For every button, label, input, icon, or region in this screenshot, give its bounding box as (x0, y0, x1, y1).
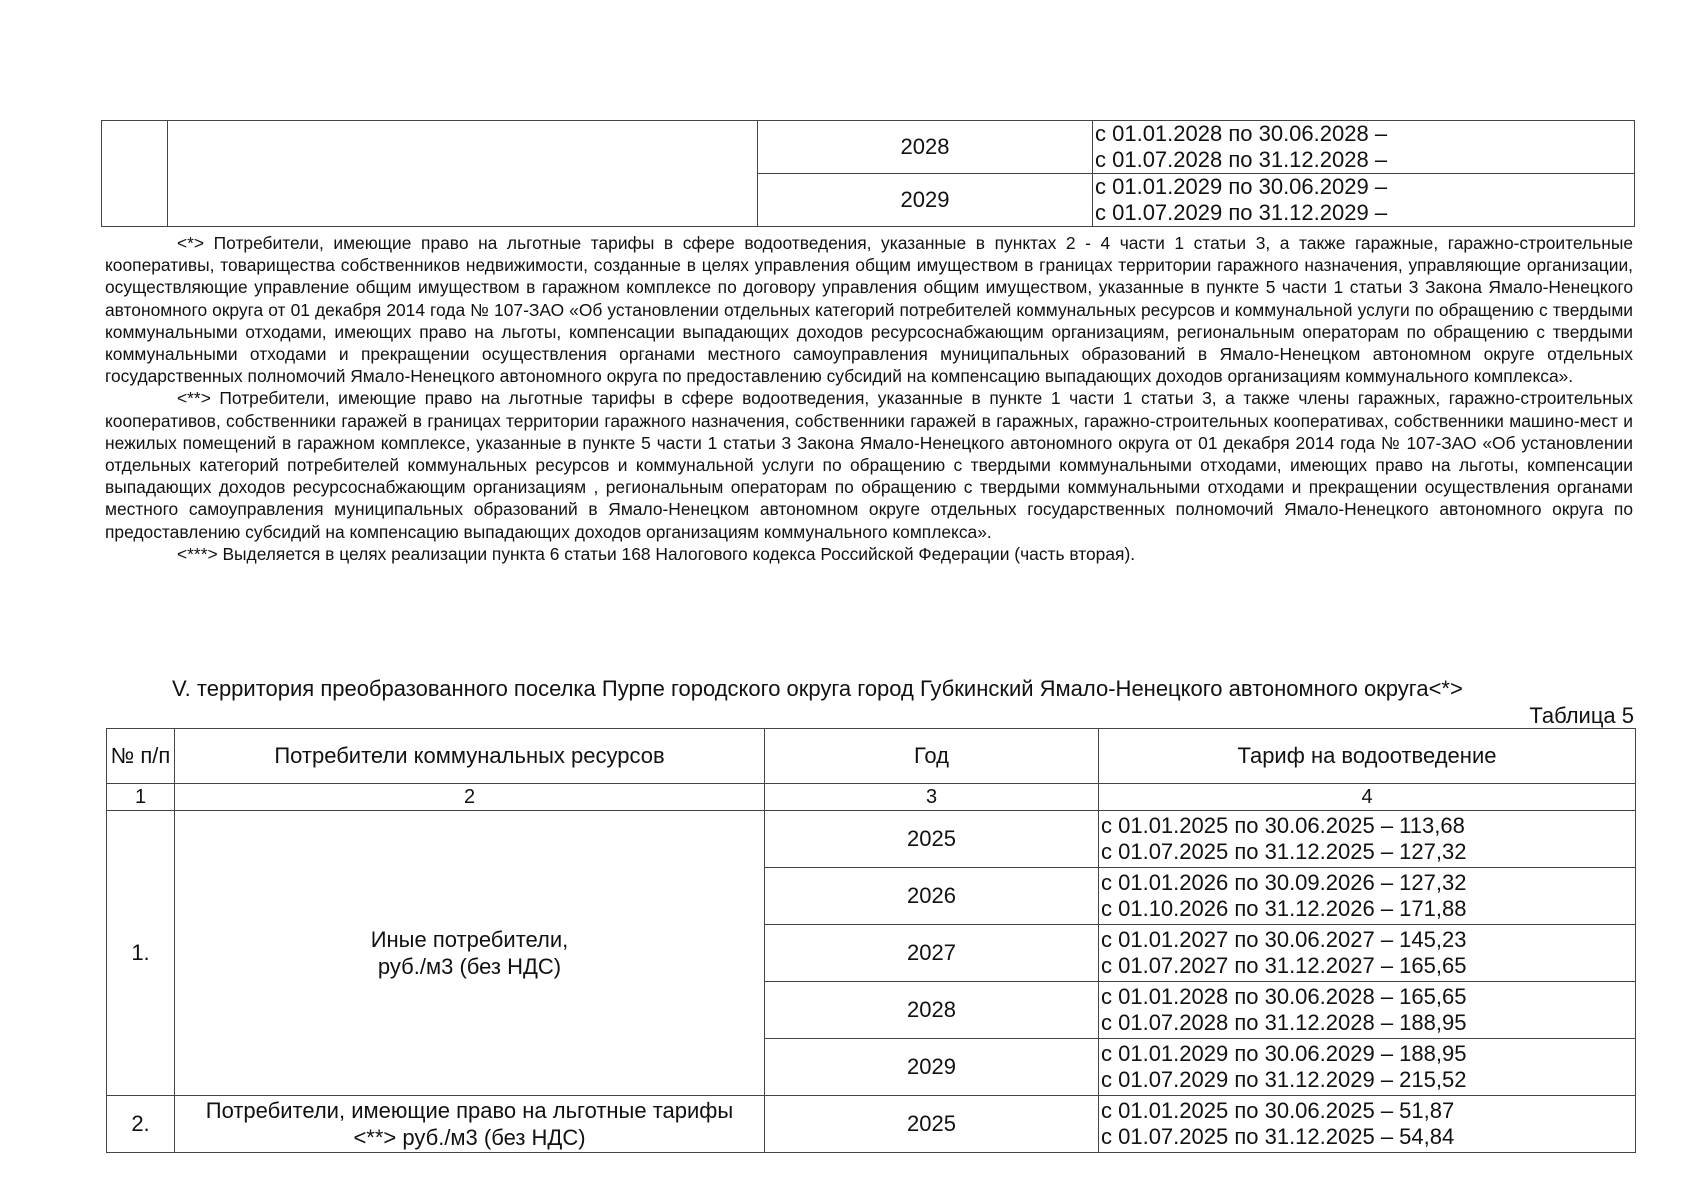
consumer-line: Иные потребители, (370, 927, 569, 952)
row-number: 1. (107, 811, 175, 1096)
year-cell: 2029 (758, 174, 1093, 227)
tariff-period-line: с 01.07.2028 по 31.12.2028 – (1095, 147, 1388, 172)
column-index: 1 (107, 784, 175, 811)
tariff-period-line: с 01.07.2029 по 31.12.2029 – 215,52 (1101, 1067, 1467, 1092)
tariff-period-line: с 01.01.2025 по 30.06.2025 – 113,68 (1101, 813, 1465, 838)
year-cell: 2029 (765, 1039, 1099, 1096)
consumer-line: <**> руб./м3 (без НДС) (353, 1125, 586, 1150)
table-row (102, 121, 1635, 174)
tariff-cell (1099, 982, 1636, 1039)
consumer-line: Потребители, имеющие право на льготные тарифы (205, 1098, 734, 1123)
tariff-period-line: с 01.07.2025 по 31.12.2025 – 54,84 (1101, 1124, 1455, 1149)
consumer-line: руб./м3 (без НДС) (377, 954, 562, 979)
row-number: 2. (107, 1096, 175, 1153)
year-cell: 2025 (765, 811, 1099, 868)
column-index: 4 (1099, 784, 1636, 811)
year-cell: 2025 (765, 1096, 1099, 1153)
tariff-period-line: с 01.07.2028 по 31.12.2028 – 188,95 (1101, 1010, 1467, 1035)
footnote-2: <**> Потребители, имеющие право на льготные тарифы в сфере водоотведения, указанные в пункте 1 части 1 статьи 3, а также члены гаражных, гаражно-строительных кооперативов, собственники гаражей в границах территории гаражного назначения, собственники гаражей в гаражных, гаражно-строительных кооперативах, собственники машино-мест и нежилых помещений в гаражном комплексе, указанные в пункте 5 части 1 статьи 3 Закона Ямало-Ненецкого автономного округа от 01 декабря 2014 года № 107-ЗАО «Об установлении отдельных категорий потребителей коммунальных ресурсов и коммунальной услуги по обращению с твердыми коммунальными отходами, имеющих право на льготы, компенсации выпадающих доходов ресурсоснабжающим организациям , региональным операторам по обращению с твердыми коммунальными отходами и прекращении осуществления органами местного самоуправления муниципальных образований в Ямало-Ненецком автономном округе отдельных государственных полномочий Ямало-Ненецкого автономного округа по предоставлению субсидий на компенсацию выпадающих доходов организациям коммунального комплекса». (105, 388, 1633, 542)
tariff-period-line: с 01.01.2026 по 30.09.2026 – 127,32 (1101, 870, 1467, 895)
tariff-cell (1093, 121, 1635, 174)
header-tariff: Тариф на водоотведение (1099, 729, 1636, 784)
tariff-cell (1099, 868, 1636, 925)
tariff-period-line: с 01.07.2025 по 31.12.2025 – 127,32 (1101, 839, 1467, 864)
year-cell: 2028 (765, 982, 1099, 1039)
header-consumers: Потребители коммунальных ресурсов (175, 729, 765, 784)
tariff-period-line: с 01.01.2029 по 30.06.2029 – (1095, 174, 1388, 199)
year-cell: 2028 (758, 121, 1093, 174)
tariff-period-line: с 01.01.2025 по 30.06.2025 – 51,87 (1101, 1098, 1455, 1123)
header-num: № п/п (107, 729, 175, 784)
consumer-category (175, 1096, 765, 1153)
tariff-table (106, 728, 1636, 1153)
tariff-period-line: с 01.10.2026 по 31.12.2026 – 171,88 (1101, 896, 1467, 921)
tariff-cell (1093, 174, 1635, 227)
column-index: 3 (765, 784, 1099, 811)
year-cell: 2026 (765, 868, 1099, 925)
tariff-cell (1099, 1096, 1636, 1153)
tariff-cell (1099, 1039, 1636, 1096)
section-title: V. территория преобразованного поселка Пурпе городского округа город Губкинский Ямало-Ненецкого автономного округа<*> (172, 676, 1463, 701)
tariff-period-line: с 01.01.2028 по 30.06.2028 – (1095, 121, 1388, 146)
table-row (107, 811, 1636, 868)
tariff-period-line: с 01.01.2028 по 30.06.2028 – 165,65 (1101, 984, 1467, 1009)
year-cell: 2027 (765, 925, 1099, 982)
tariff-table-continuation (101, 120, 1635, 227)
tariff-cell (1099, 811, 1636, 868)
table-header-row (107, 729, 1636, 784)
tariff-period-line: с 01.01.2029 по 30.06.2029 – 188,95 (1101, 1041, 1467, 1066)
tariff-period-line: с 01.07.2027 по 31.12.2027 – 165,65 (1101, 953, 1467, 978)
tariff-cell (1099, 925, 1636, 982)
table-row (107, 1096, 1636, 1153)
tariff-period-line: с 01.07.2029 по 31.12.2029 – (1095, 200, 1388, 225)
header-year: Год (765, 729, 1099, 784)
tariff-period-line: с 01.01.2027 по 30.06.2027 – 145,23 (1101, 927, 1467, 952)
footnote-1: <*> Потребители, имеющие право на льготные тарифы в сфере водоотведения, указанные в пунктах 2 - 4 части 1 статьи 3, а также гаражные, гаражно-строительные кооперативы, товарищества собственников недвижимости, созданные в целях управления общим имуществом в границах территории гаражного назначения, управляющие организации, осуществляющие управление общим имуществом в гаражном комплексе по договору управления общим имуществом, указанные в пункте 5 части 1 статьи 3 Закона Ямало-Ненецкого автономного округа от 01 декабря 2014 года № 107-ЗАО «Об установлении отдельных категорий потребителей коммунальных ресурсов и коммунальной услуги по обращению с твердыми коммунальными отходами, имеющих право на льготы, компенсации выпадающих доходов ресурсоснабжающим организациям, региональным операторам по обращению с твердыми коммунальными отходами и прекращении осуществления органами местного самоуправления муниципальных образований в Ямало-Ненецком автономном округе отдельных государственных полномочий Ямало-Ненецкого автономного округа по предоставлению субсидий на компенсацию выпадающих доходов организациям коммунального комплекса». (105, 233, 1633, 387)
consumer-category (175, 811, 765, 1096)
consumer-cell (168, 121, 758, 227)
column-index: 2 (175, 784, 765, 811)
footnote-3: <***> Выделяется в целях реализации пункта 6 статьи 168 Налогового кодекса Российской Федерации (часть вторая). (177, 543, 1136, 564)
table-caption: Таблица 5 (1529, 703, 1634, 728)
column-index-row (107, 784, 1636, 811)
num-cell (102, 121, 168, 227)
footnotes (105, 232, 1633, 565)
